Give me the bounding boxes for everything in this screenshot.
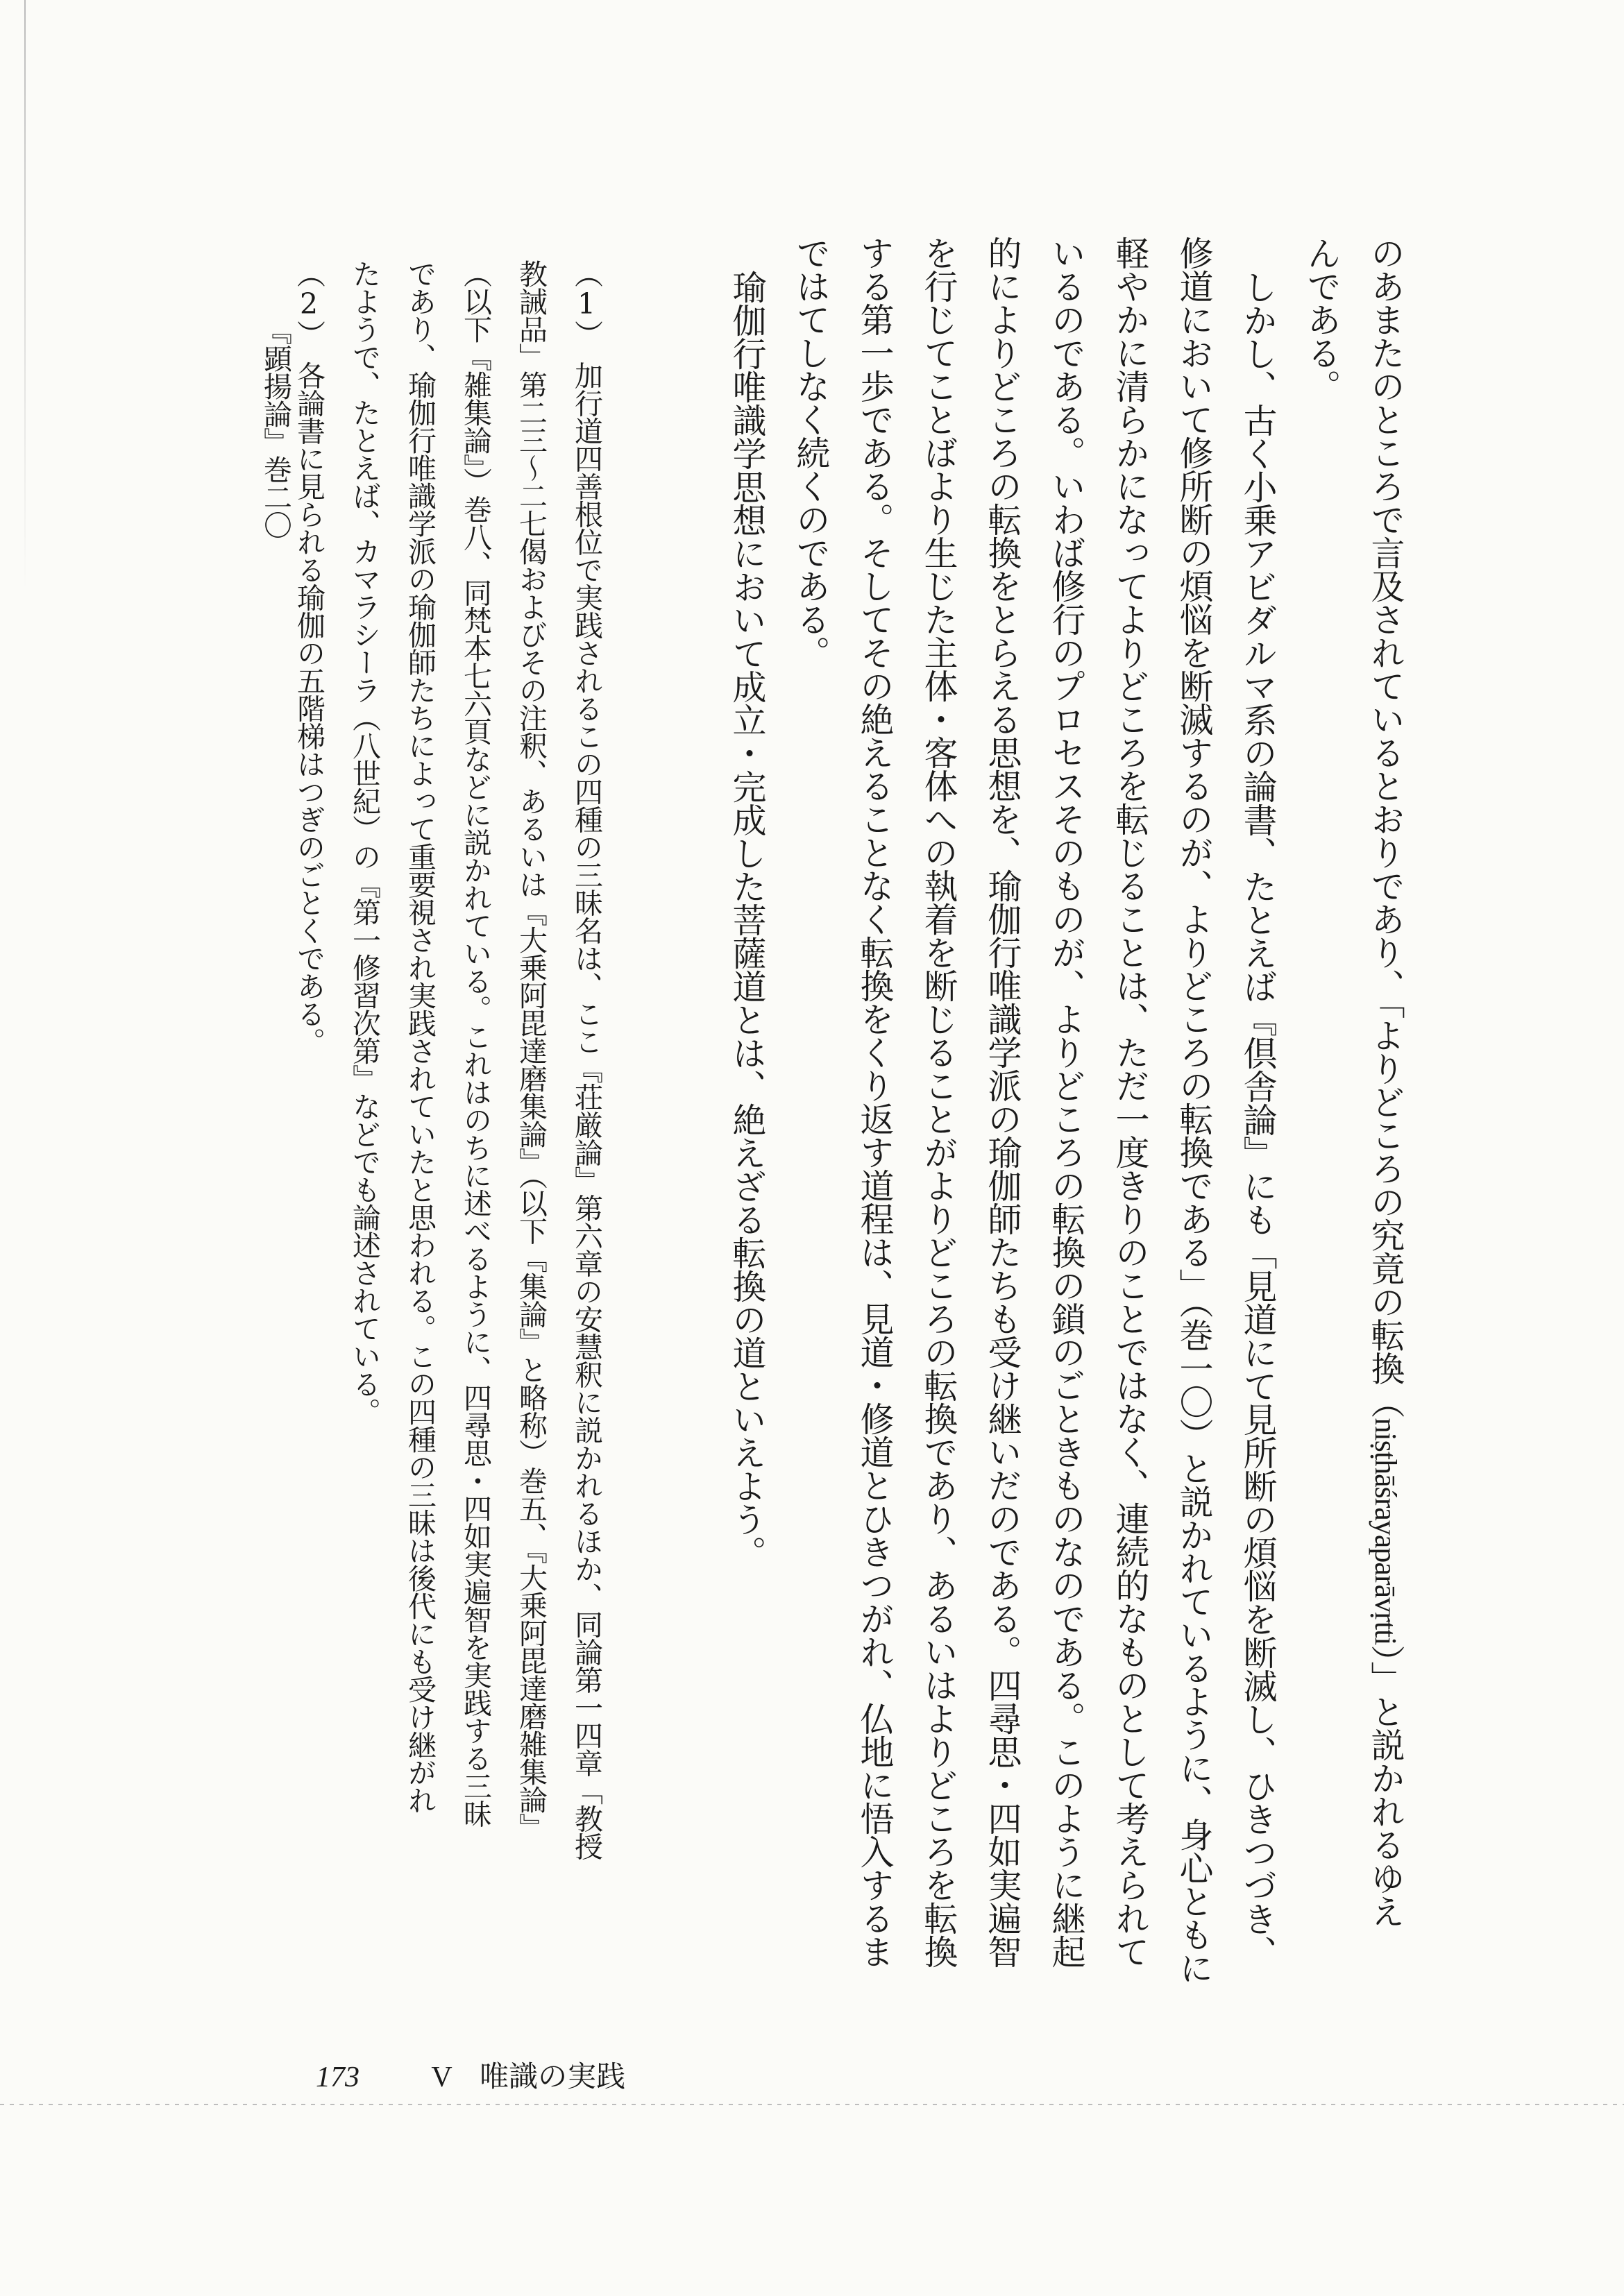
chapter-number: V [431,2061,452,2093]
page-number: 173 [316,2061,360,2093]
note-line: たようで、たとえば、カマラシーラ（八世紀）の『第一修習次第』などでも論述されている。 [348,260,381,1425]
body-line: んである。 [1302,236,1342,402]
note-line: であり、瑜伽行唯識学派の瑜伽師たちによって重要視され実践されていたと思われる。この四種の三昧は後代にも受け継がれ [403,260,437,1814]
note-line: （2） 各論書に見られる瑜伽の五階梯はつぎのごとくである。 [292,260,325,1055]
note-line: 教誡品」第二三～二七偈およびその注釈、あるいは『大乗阿毘達磨集論』（以下『集論』と略称）巻五、『大乗阿毘達磨雑集論』 [514,260,548,1841]
body-line: 瑜伽行唯識学思想において成立・完成した菩薩道とは、絶えざる転換の道といえよう。 [727,270,767,1569]
body-line: 軽やかに清らかになってよりどころを転じることは、ただ一度きりのことではなく、連続的なものとして考えられて [1110,236,1150,1968]
body-line: しかし、古く小乗アビダルマ系の論書、たとえば『倶舎論』にも「見道にて見所断の煩悩を断滅し、ひきつづき、 [1238,270,1278,1968]
chapter-title: 唯識の実践 [480,2059,626,2093]
page-footer [316,2054,625,2095]
body-line: する第一歩である。そしてその絶えることなく転換をくり返す道程は、見道・修道とひきつがれ、仏地に悟入するま [855,236,895,1968]
note-line: （1） 加行道四善根位で実践されるこの四種の三昧名は、ここ『荘厳論』第六章の安慧釈に説かれるほか、同論第一四章「教授 [570,260,603,1860]
scan-edge-line [24,0,26,590]
note-line: 『顕揚論』巻二〇 [259,316,292,538]
body-line: 的によりどころの転換をとらえる思想を、瑜伽行唯識学派の瑜伽師たちも受け継いだのである。四尋思・四如実遍智 [983,236,1022,1968]
body-line: ではてしなく続くのである。 [791,236,831,669]
body-line: いるのである。いわば修行のプロセスそのものが、よりどころの転換の鎖のごときものなのである。このように継起 [1047,236,1086,1968]
body-line: 修道において修所断の煩悩を断滅するのが、よりどころの転換である」（巻一〇）と説かれているように、身心ともに [1174,236,1214,1984]
body-line: を行じてことばより生じた主体・客体への執着を断じることがよりどころの転換であり、あるいはよりどころを転換 [919,236,958,1968]
body-line: のあまたのところで言及されているとおりであり、「よりどころの究竟の転換（niṣṭhāśrayaparāvṛtti）」と説かれるゆえ [1366,236,1405,1928]
scan-rule-line [0,2104,1624,2105]
note-line: （以下『雑集論』）巻八、同梵本七六頁などに説かれている。これはのちに述べるように、四尋思・四如実遍智を実践する三昧 [459,260,492,1828]
